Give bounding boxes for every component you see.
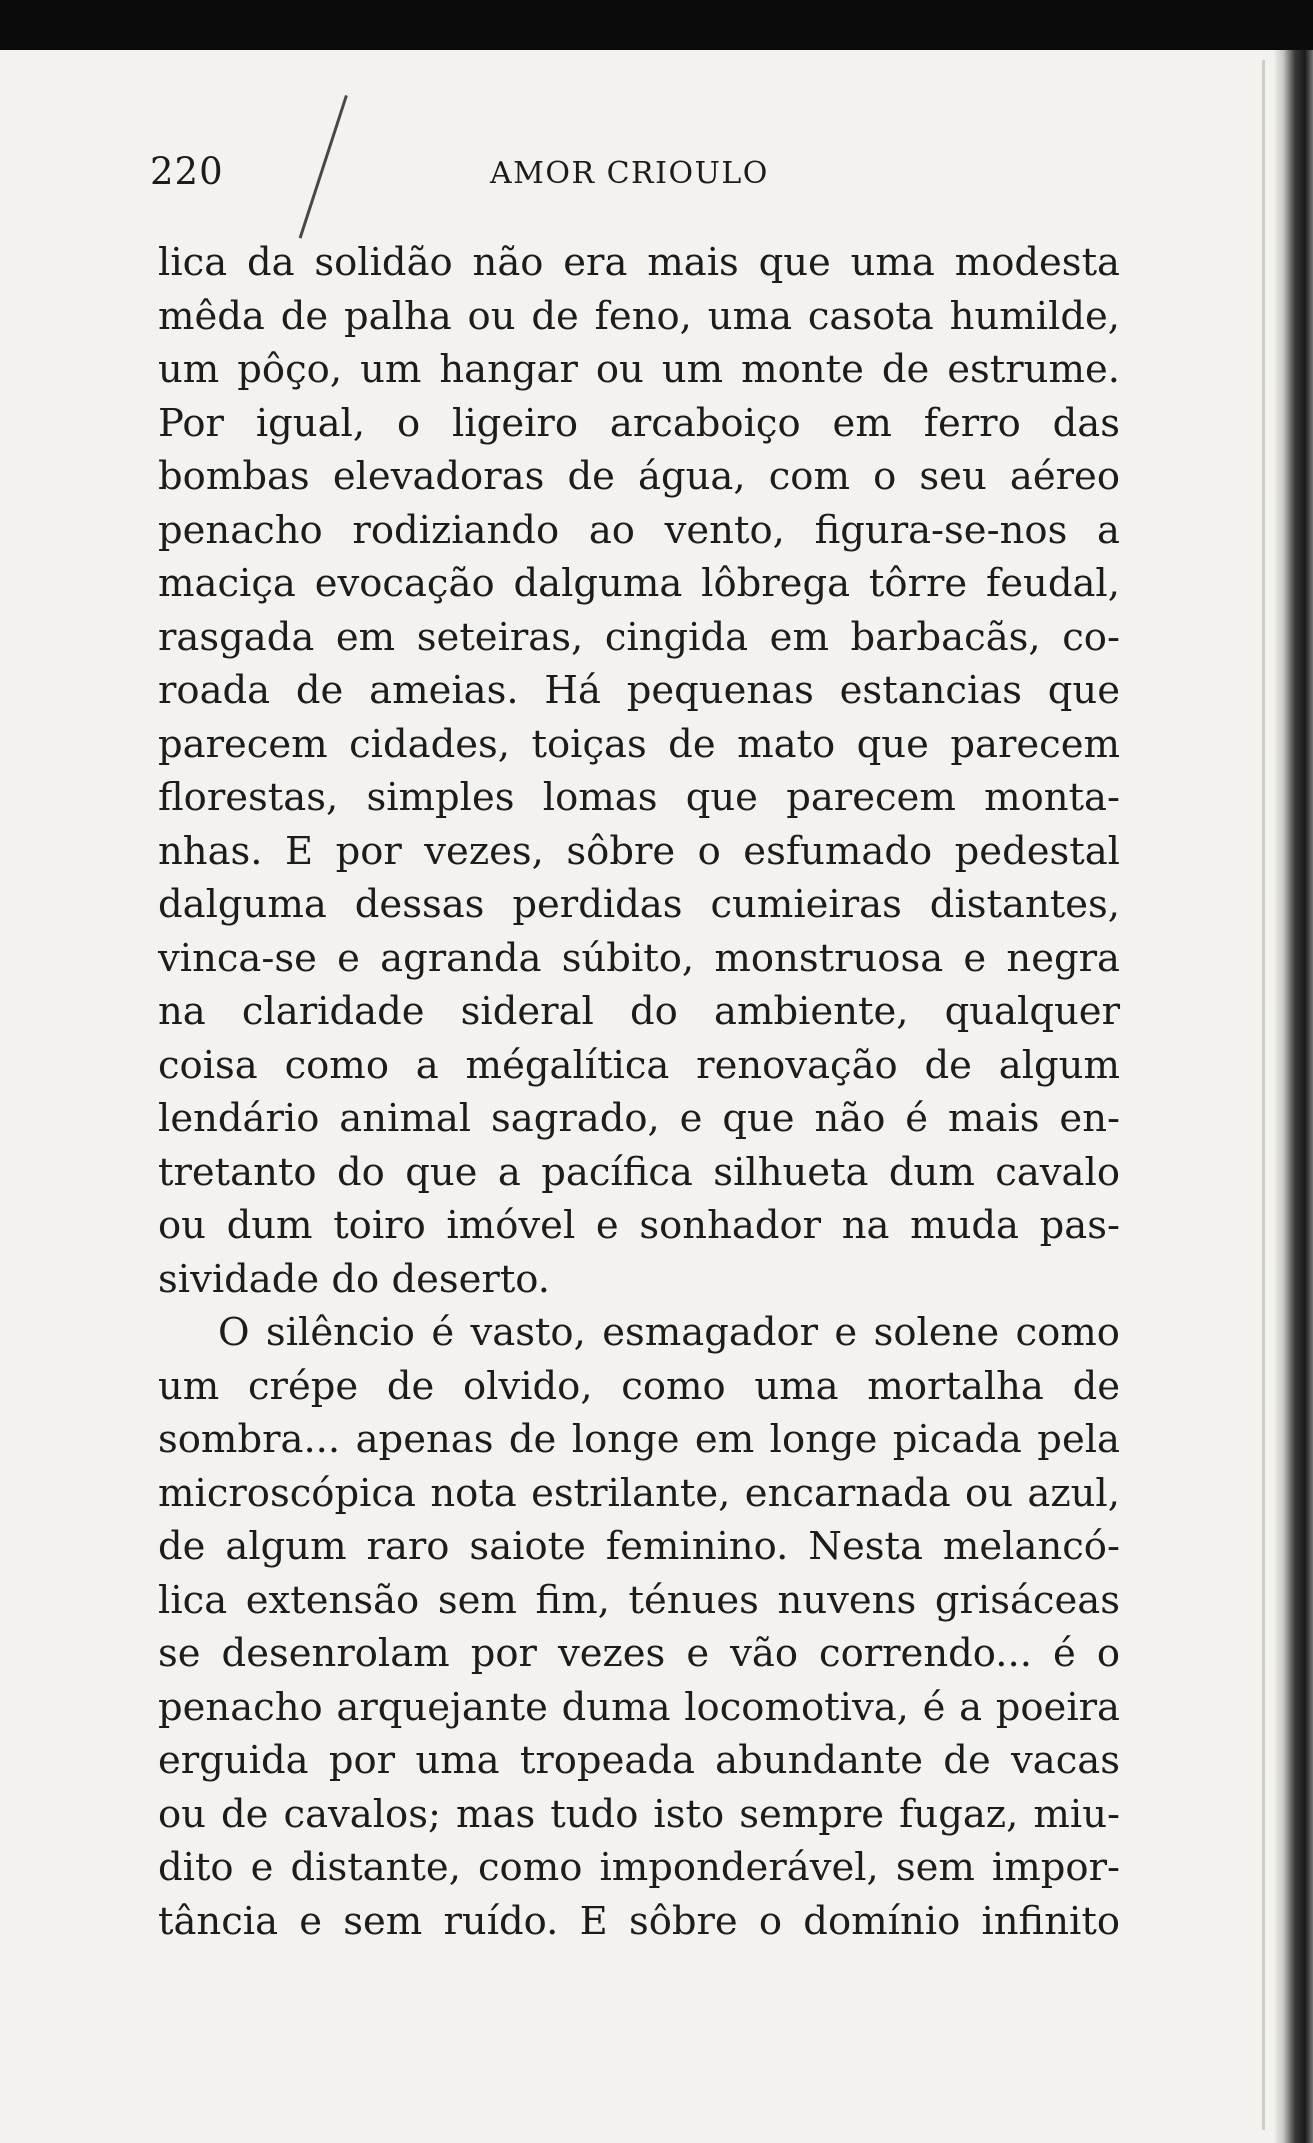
text-line: um crépe de olvido, como uma mortalha de [158, 1363, 1120, 1409]
text-line: ou dum toiro imóvel e sonhador na muda pas- [158, 1203, 1120, 1248]
running-title: AMOR CRIOULO [490, 156, 769, 191]
text-line: dito e distante, como imponderável, sem impor- [158, 1845, 1120, 1890]
text-line: erguida por uma tropeada abundante de vacas [158, 1738, 1120, 1783]
text-line: lica da solidão não era mais que uma modesta [158, 240, 1120, 285]
scan-top-border [0, 0, 1313, 50]
text-line: mêda de palha ou de feno, uma casota humilde, [158, 293, 1120, 339]
page-number: 220 [150, 150, 224, 193]
text-line: um pôço, um hangar ou um monte de estrume. [158, 347, 1120, 392]
text-line: nhas. E por vezes, sôbre o esfumado pedestal [158, 828, 1120, 874]
text-line: vinca-se e agranda súbito, monstruosa e negra [158, 935, 1120, 981]
text-line: florestas, simples lomas que parecem monta- [158, 775, 1120, 820]
paragraph-end-line: sividade do deserto. [158, 1256, 551, 1302]
text-line: tância e sem ruído. E sôbre o domínio infinito [158, 1898, 1120, 1944]
text-line: penacho rodiziando ao vento, figura-se-nos a [158, 507, 1120, 553]
text-line: coisa como a mégalítica renovação de algum [158, 1042, 1120, 1088]
text-line: sombra... apenas de longe em longe picada pela [158, 1417, 1120, 1462]
page-edge-shadow [1262, 60, 1265, 2130]
text-line: na claridade sideral do ambiente, qualquer [158, 989, 1120, 1034]
text-line: microscópica nota estrilante, encarnada ou azul, [158, 1470, 1120, 1516]
text-line: dalguma dessas perdidas cumieiras distantes, [158, 882, 1120, 927]
text-line: lendário animal sagrado, e que não é mais en- [158, 1096, 1120, 1141]
text-line: lica extensão sem fim, ténues nuvens grisáceas [158, 1577, 1120, 1623]
text-line: maciça evocação dalguma lôbrega tôrre feudal, [158, 561, 1120, 606]
text-line: parecem cidades, toiças de mato que parecem [158, 721, 1120, 767]
body-text [158, 236, 1120, 1948]
text-line: roada de ameias. Há pequenas estancias que [158, 668, 1120, 713]
text-line: bombas elevadoras de água, com o seu aéreo [158, 454, 1120, 499]
paragraph-start-line: O silêncio é vasto, esmagador e solene como [218, 1310, 1120, 1355]
text-line: ou de cavalos; mas tudo isto sempre fugaz, miu- [158, 1791, 1120, 1837]
text-line: Por igual, o ligeiro arcaboiço em ferro das [158, 400, 1120, 446]
text-line: penacho arquejante duma locomotiva, é a poeira [158, 1684, 1120, 1730]
page-header [150, 150, 1125, 200]
text-line: de algum raro saiote feminino. Nesta melancó- [158, 1524, 1120, 1569]
text-line: tretanto do que a pacífica silhueta dum cavalo [158, 1149, 1120, 1195]
text-line: rasgada em seteiras, cingida em barbacãs, co- [158, 614, 1120, 660]
text-line: se desenrolam por vezes e vão correndo... é o [158, 1631, 1120, 1676]
scan-right-border [1273, 50, 1313, 2143]
